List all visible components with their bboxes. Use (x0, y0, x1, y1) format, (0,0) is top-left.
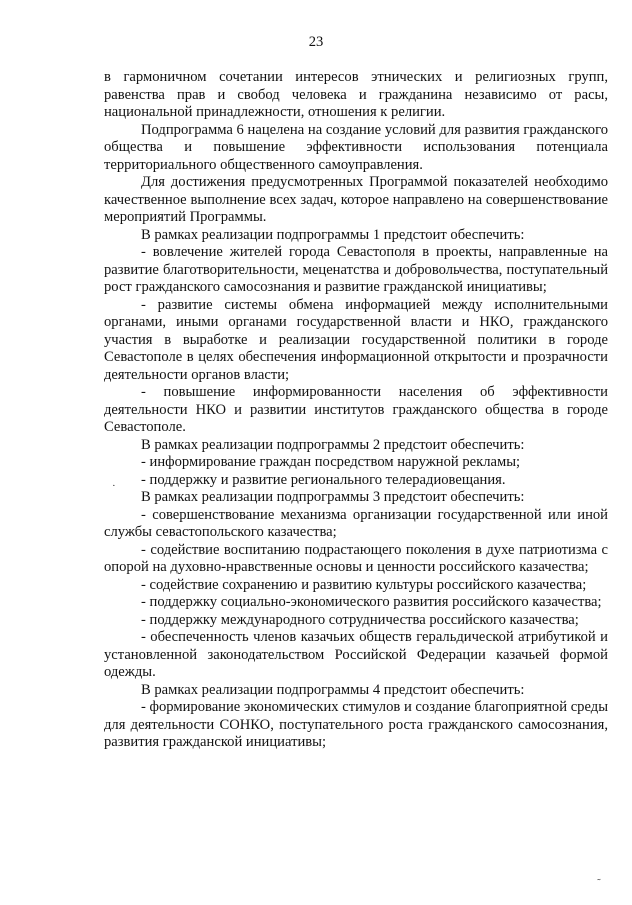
scan-mark: ˜ (597, 877, 601, 889)
page-number: 23 (308, 34, 324, 50)
list-item: - поддержку международного сотрудничества российского казачества; (141, 611, 579, 628)
paragraph: В рамках реализации подпрограммы 3 предстоит обеспечить: (141, 489, 525, 505)
paragraph: В рамках реализации подпрограммы 1 предстоит обеспечить: (141, 226, 525, 243)
list-item: - развитие системы обмена информацией между исполнительными органами, иными органами государственной власти и НКО, гражданского участия в выработке и реализации государственной политики в городе Севастополе в целях обеспечения информационной открытости и прозрачности деятельности органов власти; (104, 296, 608, 383)
paragraph: В рамках реализации подпрограммы 4 предстоит обеспечить: (141, 681, 525, 698)
list-item: - поддержку и развитие регионального телерадиовещания. (141, 471, 506, 488)
list-item: - повышение информированности населения об эффективности деятельности НКО и развитии институтов гражданского общества в городе Севастополе. (104, 384, 608, 435)
paragraph: В рамках реализации подпрограммы 2 предстоит обеспечить: (141, 436, 525, 453)
scan-speck: · (112, 480, 116, 492)
list-item: - информирование граждан посредством наружной рекламы; (141, 454, 521, 470)
paragraph: Подпрограмма 6 нацелена на создание условий для развития гражданского общества и повышение эффективности использования потенциала территориального общественного самоуправления. (104, 121, 608, 173)
list-item: - обеспеченность членов казачьих обществ геральдической атрибутикой и установленной законодательством Российской Федерации казачьей формой одежды. (104, 629, 608, 680)
paragraph: в гармоничном сочетании интересов этнических и религиозных групп, равенства прав и свобод человека и гражданина независимо от расы, национальной принадлежности, отношения к религии. (104, 69, 608, 120)
document-body (104, 69, 608, 752)
list-item: - содействие сохранению и развитию культуры российского казачества; (141, 576, 587, 593)
list-item: - поддержку социально-экономического развития российского казачества; (141, 594, 602, 610)
list-item: - содействие воспитанию подрастающего поколения в духе патриотизма с опорой на духовно-нравственные основы и ценности российского казачества; (104, 541, 608, 575)
list-item: - формирование экономических стимулов и создание благоприятной среды для деятельности СОНКО, поступательного роста гражданского самосознания, развития гражданской инициативы; (104, 699, 608, 750)
paragraph: Для достижения предусмотренных Программой показателей необходимо качественное выполнение всех задач, которое направлено на совершенствование мероприятий Программы. (104, 174, 608, 225)
list-item: - вовлечение жителей города Севастополя в проекты, направленные на развитие благотворительности, меценатства и добровольчества, поступательный рост гражданского самосознания и развитие гражданской инициативы; (104, 244, 608, 295)
list-item: - совершенствование механизма организации государственной или иной службы севастопольского казачества; (104, 506, 608, 540)
